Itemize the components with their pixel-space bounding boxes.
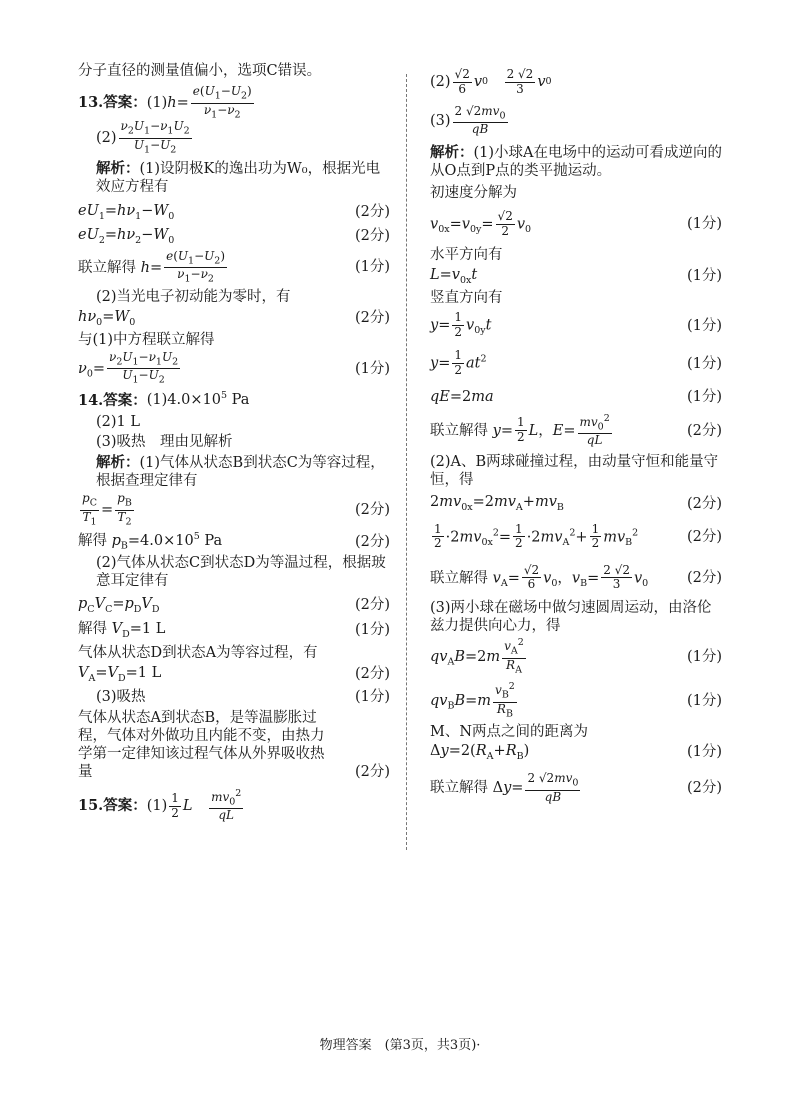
answer-13-2: (2) $\frac{\nu_2U_1-\nu_1U_2}{U_1-U_2}$ — [96, 119, 190, 156]
score: (1分) — [686, 216, 722, 233]
score: (1分) — [354, 689, 390, 706]
answer-15-3: (3) $\frac{2 √2mv_0}{qB}$ — [430, 103, 506, 137]
eq-line: $v_{0x}=v_{0y}=$ $\frac{√2}{2}$ $v_0$ (1分) — [430, 209, 722, 238]
eq-line: $h\nu_0=W_0$ (2分) — [78, 309, 390, 328]
answer-label: 13.答案： — [78, 94, 147, 112]
score: (2分) — [354, 534, 390, 551]
analysis-14 — [78, 454, 390, 490]
math-line: (1)h= $\frac{e(U_1-U_2)}{\nu_1-\nu_2}$ — [146, 84, 252, 121]
answer-label: 14.答案： — [78, 391, 147, 409]
analysis-label: 解析： — [96, 160, 140, 178]
eq-line: 联立解得 y= $\frac{1}{2}$ L，E= $\frac{mv_0^2}{qL}$ (2分) — [430, 412, 722, 447]
eq-line: 解得 $V_D=1$ L (1分) — [78, 620, 390, 640]
text-line: 与(1)中方程联立解得 — [78, 331, 215, 348]
text-line: (2)A、B两球碰撞过程，由动量守恒和能量守恒，得 — [430, 453, 719, 488]
score: (2分) — [686, 569, 722, 586]
text-line: (2)当光电子初动能为零时，有 — [96, 289, 291, 306]
score: (1分) — [354, 259, 390, 276]
answer-14 — [78, 391, 390, 413]
text-line: 竖直方向有 — [430, 289, 503, 306]
eq-line: 联立解得 $v_A=$ $\frac{√2}{6}$ $v_0$，$v_B=$ $\frac{2 √2}{3}$ $v_0$ (2分) — [430, 562, 722, 592]
text-line: (3)两小球在磁场中做匀速圆周运动，由洛伦兹力提供向心力，得 — [430, 599, 712, 634]
score: (1分) — [686, 744, 722, 761]
paragraph — [78, 709, 390, 782]
score: (2分) — [354, 310, 390, 327]
eq-line: $\Delta y=2(R_A+R_B)$ (1分) — [430, 742, 722, 762]
eq-line: $eU_1=h\nu_1-W_0$ (2分) — [78, 202, 390, 222]
eq-line: $L=v_{0x}t$ (1分) — [430, 267, 722, 286]
analysis-label: 解析： — [430, 144, 474, 161]
eq-line: $\nu_0=$ $\frac{\nu_2U_1-\nu_1U_2}{U_1-U_2}$ (1分) — [78, 349, 390, 386]
text-line: M、N两点之间的距离为 — [430, 724, 589, 741]
answer-15-2: (2) $\frac{√2}{6}$ v 0 $\frac{2 √2}{3}$ v 0 — [430, 66, 552, 96]
score: (2分) — [686, 780, 722, 797]
eq-line: $\frac{p_C}{T_1}$ = $\frac{p_B}{T_2}$ (2分) — [82, 491, 390, 528]
answer-15 — [78, 789, 390, 823]
eq-line: y= $\frac{1}{2}$ $at^2$ (1分) — [430, 348, 722, 378]
eq-line: y= $\frac{1}{2}$ $v_{0y}t$ (1分) — [430, 310, 722, 340]
eq-line: $2mv_{0x}=2mv_A+mv_B$ (2分) — [430, 494, 722, 514]
text-line: 气体从状态D到状态A为等容过程，有 — [78, 645, 318, 662]
text-line: (2)1 L — [96, 413, 141, 430]
analysis-15 — [430, 144, 722, 180]
text-line: (2)气体从状态C到状态D为等温过程，根据玻意耳定律有 — [96, 555, 386, 590]
math-line: (1) $\frac{1}{2}$ L $\frac{mv_0^2}{qL}$ — [146, 787, 242, 823]
score: (1分) — [354, 622, 390, 639]
eq-line: $eU_2=h\nu_2-W_0$ (2分) — [78, 226, 390, 246]
analysis-13 — [78, 160, 390, 196]
eq-line: $\frac{1}{2}$ $\cdot 2mv_{0x}^2=$ $\frac{1}{2}$ $\cdot 2mv_A^2+$ $\frac{1}{2}$ $mv_B^2$ (2分) — [434, 521, 722, 551]
score: (1分) — [686, 388, 722, 405]
score: (2分) — [354, 502, 390, 519]
score: (1分) — [686, 355, 722, 372]
score: (1分) — [686, 317, 722, 334]
score: (1分) — [686, 649, 722, 666]
text-line: 气体从状态A到状态B，是等温膨胀过程，气体对外做功且内能不变，由热力学第一定律知该过程气体从外界吸收热量 — [78, 709, 325, 780]
answer-13 — [78, 84, 390, 121]
right-column — [430, 62, 722, 809]
score: (2分) — [354, 597, 390, 614]
eq-line: $V_A=V_D=1$ L (2分) — [78, 665, 390, 684]
eq-line: qE=2ma (1分) — [430, 388, 722, 405]
text-line: 水平方向有 — [430, 247, 503, 264]
eq-line: 联立解得 h= $\frac{e(U_1-U_2)}{\nu_1-\nu_2}$ (1分) — [78, 248, 390, 285]
column-divider — [406, 74, 407, 850]
score: (2分) — [354, 204, 390, 221]
text-line: (3)吸热 — [96, 689, 146, 706]
eq-line: $p_CV_C=p_DV_D$ (2分) — [78, 595, 390, 615]
answer-label: 15.答案： — [78, 796, 147, 814]
score: (2分) — [686, 422, 722, 439]
left-column — [78, 62, 390, 823]
text-line: 初速度分解为 — [430, 185, 517, 202]
score: (2分) — [686, 528, 722, 545]
text-line: 分子直径的测量值偏小，选项C错误。 — [78, 63, 322, 79]
score: (2分) — [354, 228, 390, 245]
score: (2分) — [354, 763, 390, 780]
score: (1分) — [686, 268, 722, 285]
score: (2分) — [686, 495, 722, 512]
text-line: (1)气体从状态B到状态C为等容过程，根据查理定律有 — [96, 454, 385, 489]
score: (1分) — [686, 693, 722, 710]
math-line: $(1)4.0\times 10^5$ Pa — [146, 390, 250, 409]
eq-line: $qv_AB=2m$ $\frac{v_A^2}{R_A}$ (1分) — [430, 637, 722, 676]
eq-line: $qv_BB=m$ $\frac{v_B^2}{R_B}$ (1分) — [430, 681, 722, 720]
text-line: (1)设阴极K的逸出功为W₀，根据光电效应方程有 — [96, 161, 381, 196]
text-line: (3)吸热 理由见解析 — [96, 433, 233, 450]
text-line: (1)小球A在电场中的运动可看成逆向的从O点到P点的类平抛运动。 — [430, 145, 723, 180]
analysis-label: 解析： — [96, 453, 140, 471]
score: (1分) — [354, 360, 390, 377]
page-footer: 物理答案 (第3页，共3页)· — [319, 1038, 481, 1053]
eq-line: 联立解得 Δy= $\frac{2 √2mv_0}{qB}$ (2分) — [430, 771, 722, 804]
eq-line — [78, 687, 390, 709]
score: (2分) — [354, 666, 390, 683]
eq-line: 解得 $p_B=4.0\times 10^5$ Pa (2分) — [78, 531, 390, 553]
